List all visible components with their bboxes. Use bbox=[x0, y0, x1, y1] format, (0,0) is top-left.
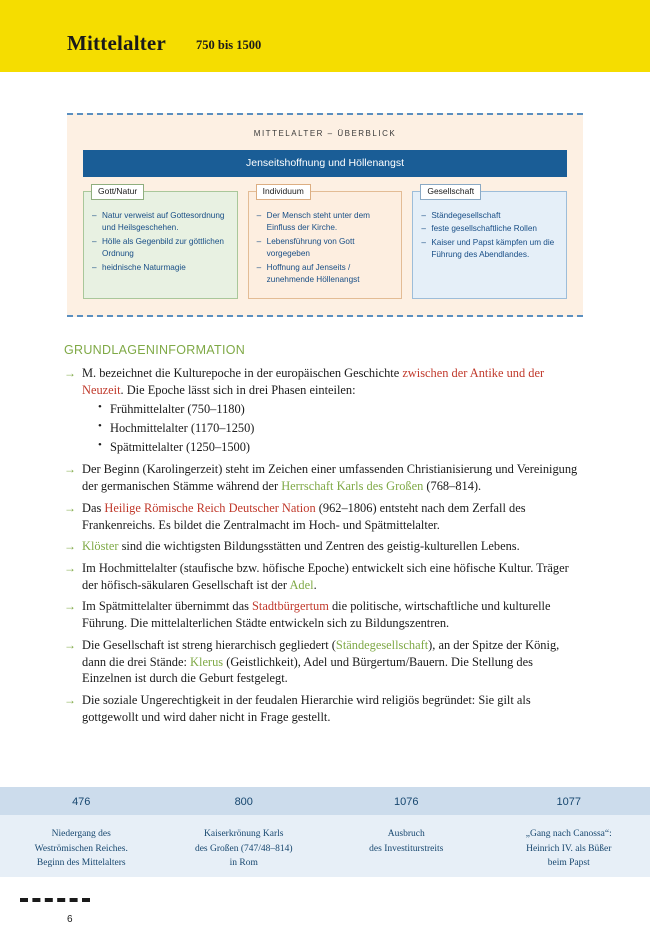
card-list bbox=[92, 210, 229, 274]
arrow-icon: → bbox=[64, 539, 76, 554]
timeline-entry-line: des Großen (747/48–814) bbox=[194, 843, 293, 854]
text-run: M. bezeichnet die Kulturepoche in der europäischen Geschichte bbox=[82, 366, 403, 380]
text-run: . bbox=[313, 577, 317, 592]
arrow-icon: → bbox=[64, 637, 76, 652]
timeline-year bbox=[0, 792, 163, 810]
timeline-entry-line: Ausbruch bbox=[387, 829, 425, 839]
content-bullet bbox=[64, 500, 584, 533]
arrow-icon: → bbox=[64, 560, 76, 575]
timeline-year-label: 476 bbox=[72, 796, 91, 808]
timeline-entry bbox=[163, 827, 326, 877]
timeline-entry-line: des Investiturstreits bbox=[369, 843, 444, 854]
text-run: . Die Epoche lässt sich in drei Phasen einteilen: bbox=[120, 382, 356, 397]
timeline-descriptions bbox=[0, 815, 650, 877]
timeline-year bbox=[325, 792, 488, 810]
text-run: zwischen der Antike und der Neuzeit bbox=[82, 366, 545, 397]
text-run: (768–814). bbox=[423, 479, 482, 494]
card-label: Gott/Natur bbox=[91, 184, 144, 200]
list-item: – Natur verweist auf Gottesordnung und Heilsgeschehen. bbox=[92, 210, 229, 235]
page-title: Mittelalter bbox=[67, 31, 166, 55]
page-subtitle: 750 bis 1500 bbox=[196, 38, 262, 52]
overview-card-gesellschaft bbox=[412, 186, 567, 299]
timeline-year-label: 1077 bbox=[556, 796, 581, 808]
text-run: ), an der Spitze der König, dann die drei Stände: bbox=[82, 637, 560, 669]
card-label: Individuum bbox=[256, 184, 311, 200]
overview-card-individuum bbox=[248, 186, 403, 299]
list-item: – Lebensführung von Gott vorgegeben bbox=[257, 236, 394, 261]
arrow-icon: → bbox=[64, 693, 76, 708]
text-run: sind die wichtigsten Bildungsstätten und Zentren des geistig-kulturellen Lebens. bbox=[118, 539, 520, 554]
list-item: – heidnische Naturmagie bbox=[92, 262, 229, 274]
content-bullet bbox=[64, 598, 584, 631]
text-run: Klerus bbox=[190, 654, 224, 669]
list-item: – Hoffnung auf Jenseits / zunehmende Höllenangst bbox=[257, 262, 394, 287]
list-item: – Ständegesellschaft bbox=[421, 210, 558, 222]
content-body bbox=[64, 365, 584, 731]
timeline-year-label: 800 bbox=[234, 796, 253, 808]
list-item: – feste gesellschaftliche Rollen bbox=[421, 223, 558, 235]
overview-cards bbox=[83, 186, 567, 299]
content-bullet bbox=[64, 560, 584, 593]
sub-list bbox=[82, 400, 584, 456]
timeline-entry bbox=[325, 827, 488, 877]
arrow-icon: → bbox=[64, 500, 76, 515]
text-run: Im Spätmittelalter übernimmt das bbox=[82, 599, 252, 614]
timeline-entry-line: beim Papst bbox=[547, 858, 590, 869]
list-item: – Der Mensch steht unter dem Einfluss der Kirche. bbox=[257, 210, 394, 235]
text-run: Adel bbox=[289, 577, 314, 592]
text-run: Das bbox=[82, 500, 105, 515]
list-item: – Hölle als Gegenbild zur göttlichen Ordnung bbox=[92, 236, 229, 261]
arrow-icon: → bbox=[64, 599, 76, 614]
timeline bbox=[0, 787, 650, 877]
timeline-entry bbox=[488, 827, 650, 877]
card-list bbox=[421, 210, 558, 262]
text-run: (Geistlichkeit), Adel und Bürgertum/Bauern. Die Stellung des Einzelnen ist durch die Geburt festgelegt. bbox=[82, 654, 533, 686]
timeline-entry bbox=[0, 827, 163, 877]
text-run: Heilige Römische Reich Deutscher Nation bbox=[104, 500, 316, 515]
text-run: Klöster bbox=[82, 539, 119, 554]
list-item: • Frühmittelalter (750–1180) bbox=[98, 400, 584, 419]
page-number: 6 bbox=[67, 914, 73, 925]
list-item: • Spätmittelalter (1250–1500) bbox=[98, 438, 584, 457]
timeline-years-band bbox=[0, 787, 650, 815]
card-list bbox=[257, 210, 394, 287]
text-run: Die soziale Ungerechtigkeit in der feudalen Hierarchie wird religiös begründet: Sie gilt als gottgewollt und wird daher nicht in Frage gestellt. bbox=[82, 693, 531, 724]
content-bullet bbox=[64, 365, 584, 456]
timeline-entry-line: „Gang nach Canossa“: bbox=[525, 829, 612, 839]
text-run: Ständegesellschaft bbox=[335, 637, 429, 652]
timeline-year bbox=[163, 792, 326, 810]
content-bullet bbox=[64, 538, 584, 555]
text-run: Im Hochmittelalter (staufische bzw. höfische Epoche) entwickelt sich eine höfische Kultur. Träger der höfisch-säkularen Gesellschaft ist der bbox=[82, 560, 569, 592]
timeline-year bbox=[488, 792, 650, 810]
text-run: die politische, wirtschaftliche und kulturelle Führung. Die mittelalterlichen Städte entwickeln sich zu Bildungszentren. bbox=[82, 599, 551, 631]
timeline-entry-line: Kaiserkrönung Karls bbox=[204, 829, 284, 839]
timeline-entry-line: Heinrich IV. als Büßer bbox=[526, 843, 612, 854]
content-bullet bbox=[64, 692, 584, 725]
arrow-icon: → bbox=[64, 462, 76, 477]
overview-banner: Jenseitshoffnung und Höllenangst bbox=[83, 150, 567, 177]
text-run: Die Gesellschaft ist streng hierarchisch gegliedert ( bbox=[82, 637, 336, 652]
timeline-entry-line: Beginn des Mittelalters bbox=[36, 858, 126, 869]
timeline-entry-line: Niedergang des bbox=[51, 829, 111, 839]
text-run: Der Beginn (Karolingerzeit) steht im Zeichen einer umfassenden Christianisierung und Vereinigung der germanischen Stämme während der bbox=[82, 462, 578, 494]
footer-dash-rule bbox=[20, 898, 90, 902]
timeline-year-label: 1076 bbox=[394, 796, 419, 808]
content-bullet bbox=[64, 637, 584, 687]
timeline-entry-line: Weströmischen Reiches. bbox=[34, 843, 128, 854]
overview-box bbox=[67, 113, 583, 317]
text-run: Stadtbürgertum bbox=[252, 599, 329, 614]
text-run: Herrschaft Karls des Großen bbox=[281, 479, 424, 494]
overview-card-gott-natur bbox=[83, 186, 238, 299]
text-run: (962–1806) entsteht nach dem Zerfall des Frankenreichs. Es bildet die Zentralmacht im Hoch- und Spätmittelalter. bbox=[82, 500, 526, 532]
list-item: – Kaiser und Papst kämpfen um die Führung des Abendlandes. bbox=[421, 237, 558, 262]
card-label: Gesellschaft bbox=[420, 184, 481, 200]
timeline-entry-line: in Rom bbox=[229, 858, 258, 869]
overview-kicker: MITTELALTER – ÜBERBLICK bbox=[253, 129, 397, 138]
section-title: GRUNDLAGENINFORMATION bbox=[64, 343, 246, 357]
content-bullet bbox=[64, 461, 584, 494]
arrow-icon: → bbox=[64, 366, 76, 380]
list-item: • Hochmittelalter (1170–1250) bbox=[98, 419, 584, 438]
